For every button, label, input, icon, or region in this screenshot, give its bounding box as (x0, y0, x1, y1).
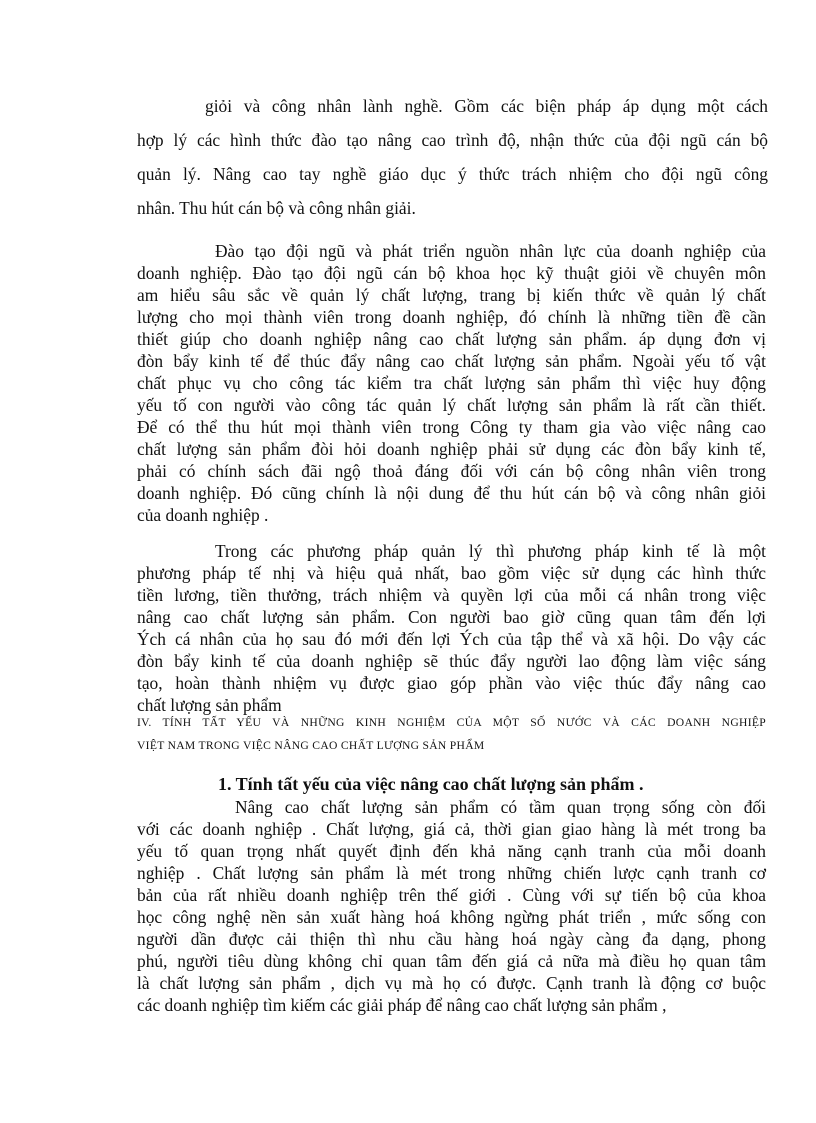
paragraph-4-line: học công nghệ nền sản xuất hàng hoá không ngừng phát triển , mức sống con (137, 907, 766, 927)
paragraph-1-line: quản lý. Nâng cao tay nghề giáo dục ý thức trách nhiệm cho đội ngũ công (137, 164, 768, 184)
paragraph-2-line: Để có thể thu hút mọi thành viên trong Công ty tham gia vào việc nâng cao (137, 417, 766, 437)
paragraph-3-line: Ých cá nhân của họ sau đó mới đến lợi Ých của tập thể và xã hội. Do vậy các (137, 629, 766, 649)
paragraph-4-line: bản của rất nhiều doanh nghiệp trên thế giới . Cùng với sự tiến bộ của khoa (137, 885, 766, 905)
paragraph-2-line: doanh nghiệp. Đó cũng chính là nội dung để thu hút cán bộ và công nhân giỏi (137, 483, 766, 503)
paragraph-4-line: người dần được cải thiện thì nhu cầu hàng hoá ngày càng đa dạng, phong (137, 929, 766, 949)
paragraph-1-line: hợp lý các hình thức đào tạo nâng cao trình độ, nhận thức của đội ngũ cán bộ (137, 130, 768, 150)
paragraph-3-line: tiền lương, tiền thưởng, trách nhiệm và quyền lợi của mỗi cá nhân trong việc (137, 585, 766, 605)
paragraph-3-line: phương pháp tế nhị và hiệu quả nhất, bao gồm việc sử dụng các hình thức (137, 563, 766, 583)
paragraph-2-line: Đào tạo đội ngũ và phát triển nguồn nhân lực của doanh nghiệp của (215, 241, 766, 261)
paragraph-2-line: chất phục vụ cho công tác kiểm tra chất lượng sản phẩm thì việc huy động (137, 373, 766, 393)
paragraph-3-line: tạo, hoàn thành nhiệm vụ được giao góp phần vào việc thúc đẩy nâng cao (137, 673, 766, 693)
paragraph-3-line: nâng cao chất lượng sản phẩm. Con người bao giờ cũng quan tâm đến lợi (137, 607, 766, 627)
paragraph-3-line: chất lượng sản phẩm (137, 695, 282, 715)
paragraph-4-line: với các doanh nghiệp . Chất lượng, giá cả, thời gian giao hàng là mét trong ba (137, 819, 766, 839)
paragraph-1-line: nhân. Thu hút cán bộ và công nhân giải. (137, 198, 416, 218)
subheading: 1. Tính tất yếu của việc nâng cao chất lượng sản phẩm . (218, 774, 644, 794)
paragraph-2-line: chất lượng sản phẩm đòi hỏi doanh nghiệp phải sử dụng các đòn bẩy kinh tế, (137, 439, 766, 459)
section-heading-line: VIỆT NAM TRONG VIỆC NÂNG CAO CHẤT LƯỢNG SẢN PHẨM (137, 739, 485, 752)
paragraph-4-line: là chất lượng sản phẩm , dịch vụ mà họ có được. Cạnh tranh là động cơ buộc (137, 973, 766, 993)
paragraph-2-line: đòn bẩy kinh tế để thúc đẩy nâng cao chất lượng sản phẩm. Ngoài yếu tố vật (137, 351, 766, 371)
paragraph-1-line: giỏi và công nhân lành nghề. Gồm các biện pháp áp dụng một cách (205, 96, 768, 116)
paragraph-3-line: Trong các phương pháp quản lý thì phương pháp kinh tế là một (215, 541, 766, 561)
paragraph-4-line: nghiệp . Chất lượng sản phẩm là mét trong những chiến lược cạnh tranh cơ (137, 863, 766, 883)
paragraph-2-line: thiết giúp cho doanh nghiệp nâng cao chất lượng sản phẩm. áp dụng đơn vị (137, 329, 766, 349)
paragraph-3-line: đòn bẩy kinh tế của doanh nghiệp sẽ thúc đẩy người lao động làm việc sáng (137, 651, 766, 671)
paragraph-4-line: các doanh nghiệp tìm kiếm các giải pháp để nâng cao chất lượng sản phẩm , (137, 995, 667, 1015)
paragraph-2-line: của doanh nghiệp . (137, 505, 269, 525)
paragraph-2-line: phải có chính sách đãi ngộ thoả đáng đối với cán bộ công nhân viên trong (137, 461, 766, 481)
section-heading-line: IV. TÍNH TẤT YẾU VÀ NHỮNG KINH NGHIỆM CỦA MỘT SỐ NƯỚC VÀ CÁC DOANH NGHIỆP (137, 716, 766, 729)
paragraph-2-line: doanh nghiệp. Đào tạo đội ngũ cán bộ khoa học kỹ thuật giỏi về chuyên môn (137, 263, 766, 283)
paragraph-4-line: yếu tố quan trọng nhất quyết định đến khả năng cạnh tranh của mỗi doanh (137, 841, 766, 861)
paragraph-4-line: Nâng cao chất lượng sản phẩm có tầm quan trọng sống còn đối (235, 797, 766, 817)
paragraph-4-line: phú, người tiêu dùng không chỉ quan tâm đến giá cả nữa mà điều họ quan tâm (137, 951, 766, 971)
paragraph-2-line: yếu tố con người vào công tác quản lý chất lượng sản phẩm là rất cần thiết. (137, 395, 766, 415)
paragraph-2-line: am hiểu sâu sắc về quản lý chất lượng, trang bị kiến thức về quản lý chất (137, 285, 766, 305)
paragraph-2-line: lượng cho mọi thành viên trong doanh nghiệp, đó chính là những tiền đề cần (137, 307, 766, 327)
